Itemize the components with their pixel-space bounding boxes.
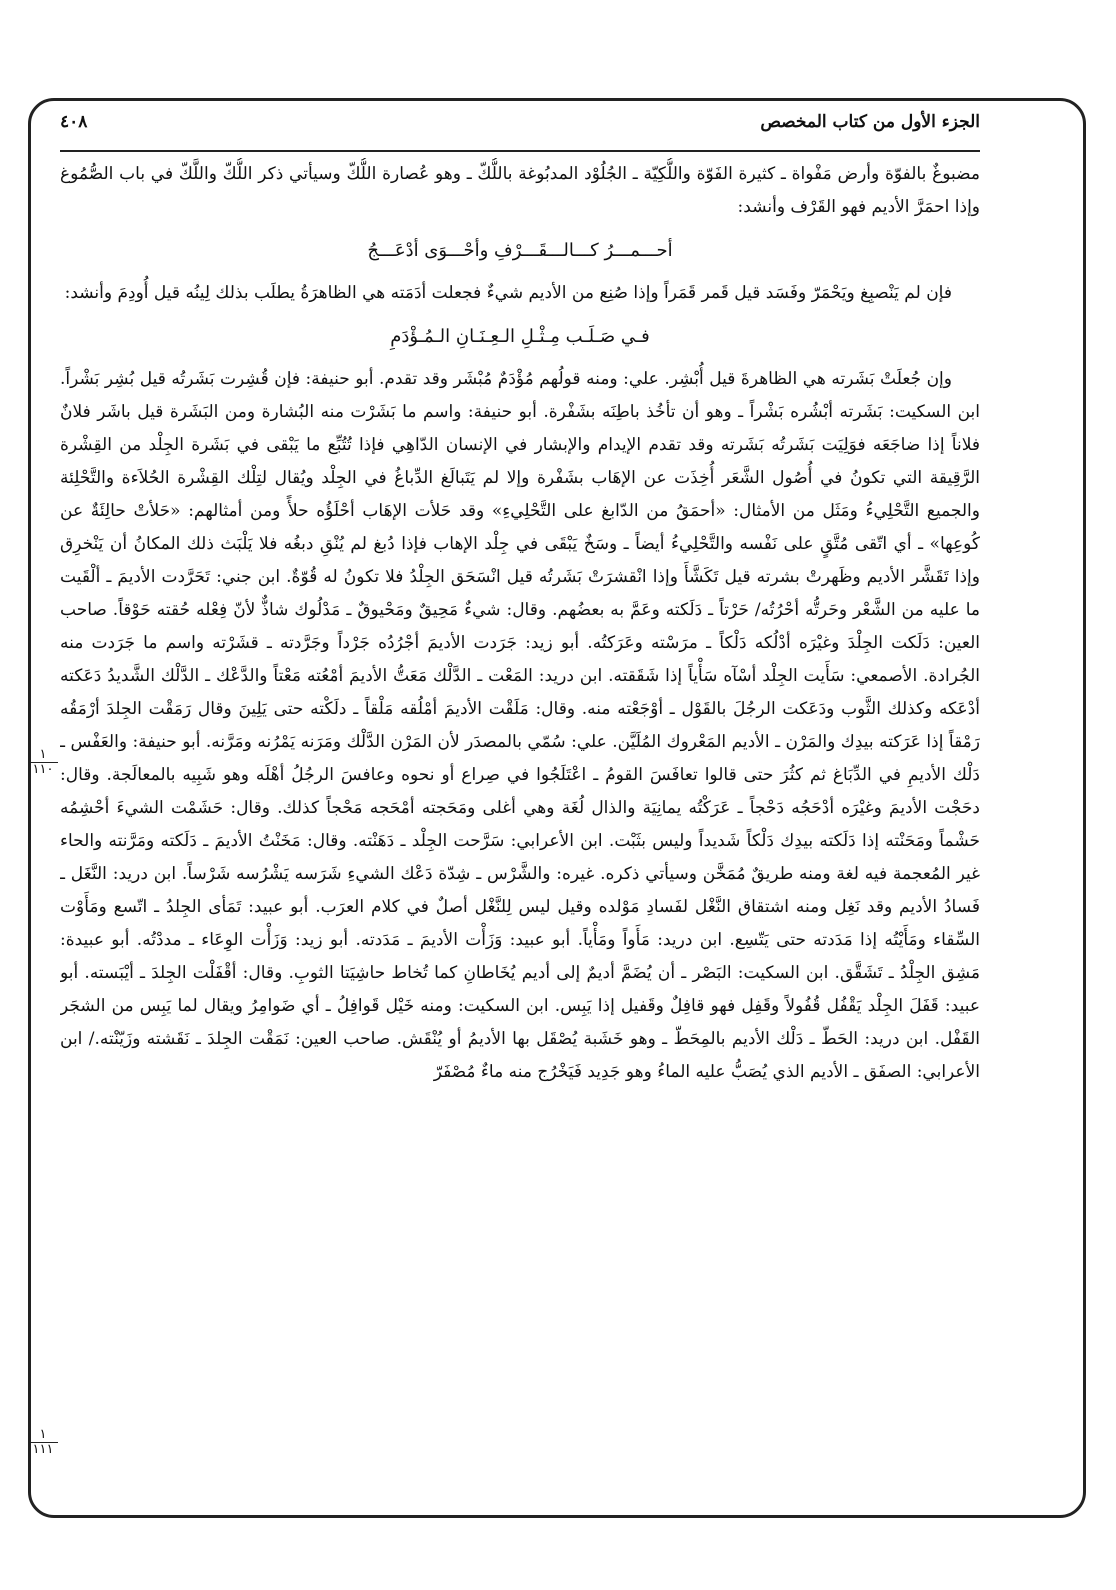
- header-rule: [60, 150, 980, 152]
- page-number: ٤٠٨: [60, 112, 88, 132]
- margin-folio-note: [28, 748, 58, 777]
- paragraph: مضبوغٌ بالفوّة وأرض مَفْواة ـ كثيرة الفَوّة واللُّكِيّة ـ الجُلُوْد المدبُوغة باللُّكّ ـ وهو عُصارة اللُّكّ وسيأتي ذكر اللُّكّ واللَّكّ في باب الصُّمُوغ وإذا احمَرَّ الأديم فهو القَرْف وأنشد:: [60, 164, 980, 217]
- page-header: [60, 112, 980, 142]
- margin-folio-note: [28, 1428, 58, 1457]
- margin-note-volume: ١: [28, 1428, 58, 1443]
- margin-note-folio: ١١١: [32, 1442, 54, 1457]
- book-title: الجزء الأول من كتاب المخصص: [760, 112, 980, 132]
- page-body: [60, 158, 980, 1478]
- paragraph: فإن لم يَنْصبِغ ويَحْمَرّ وفَسَد قيل قَمر قَمَراً وإذا صُنِع من الأديم شيءٌ فجعلت أدَمَته هي الظاهرَةُ يطلَب بذلك لِينُه قيل أُودِمَ وأنشد:: [64, 283, 952, 303]
- margin-note-folio: ١١٠: [32, 762, 54, 777]
- paragraph: وإن جُعلَتْ بَشَرته هي الظاهرةَ قيل أُبْشِر. علي: ومنه قولُهم مُؤْدَمٌ مُبْشَر وقد تقدم. أبو حنيفة: فإن قُشِرت بَشَرتُه قيل بُشِر بَشْراً. ابن السكيت: بَشَرته أبْشُره بَشْراً ـ وهو أن تأخُذ باطِنَه بشَفْرة. أبو حنيفة: واسم ما بَشَرْت منه البُشارة ومن البَشَرة قيل باشَر فلانٌ فلاناً إذا ضاجَعَه فوَلِيَت بَشَرتُه بَشَرته وقد تقدم الإيدام والإبشار في الإنسان الدّاهِي فإذا تُتُبِّع ما يَبْقى في بَشَرة الجِلْد من القِشْرة الرَّقِيقة التي تكونُ في أُصُول الشَّعَر أُخِذَت عن الإهَاب بشَفْرة وإلا لم يَتَبالَغ الدِّباغُ في الجِلْد ويُقال لتِلْك القِشْرة الحُلاَءة والتَّحْلِئة والجميع التَّحْلِيءُ ومَثَل من الأمثال: «أحمَقُ من الدّابغ على التَّحْلِيءِ» وقد حَلأت الإهَاب أحْلَؤُه حلأً ومن أمثالهم: «حَلأتْ حالِئَةٌ عن كُوعِها» ـ أي اتّقى مُتَّقٍ على نَفْسه والتَّحْلِيءُ أيضاً ـ وسَخٌ يَبْقَى في جِلْد الإهاب فإذا دُبغ لم يُنْقِ دبغُه فلا يَلْبَث ذلك المكانُ أن يَنْخرِق وإذا تَقَشَّر الأديم وظَهرتْ بشرته قيل تَكَشَّأَ وإذا انْقشرَتْ بَشَرتُه قيل انْسَحَق الجِلْدُ فلا تكونُ له قُوّةٌ. ابن جني: تَحَرَّدت الأديمَ ـ ألْقَيت ما عليه من الشَّعْر وحَرتُّه أحْرُتُه/ حَرْتاً ـ دَلَكته وعَمَّ به بعضُهم. وقال: شيءٌ مَحِيقٌ ومَحْيوقٌ ـ مَدْلُوك شاذٌّ لأنّ فِعْله حُقته حَوْقاً. صاحب العين: دَلَكت الجِلْدَ وغيْرَه أدْلُكه دَلْكاً ـ مرَسْته وعَرَكتُه. أبو زيد: جَرَدت الأديمَ أجْرُدُه جَرْداً وجَرَّدته ـ قشَرْته واسم ما جَرَدت منه الجُرادة. الأصمعي: سَأَيت الجِلْد أسْآه سَأْياً إذا شَقَقته. ابن دريد: المَعْت ـ الدَّلْك مَعَتُّ الأديمَ أمْعُته مَعْتاً والدَّعْك ـ الدَّلْك الشَّديدُ دَعَكته أدْعَكه وكذلك الثَّوب ودَعَكت الرجُلَ بالقَوْل ـ أوْجَعْته منه. وقال: مَلَقْت الأديمَ أمْلُقه مَلْقاً ـ دلَكْته حتى يَلِينَ وقال رَمَقْت الجِلدَ أرْمَقُه رَمْقاً إذا عَرَكته بيدِك والمَرْن ـ الأديم المَعْروك المُلَيَّن. علي: سُمّي بالمصدَر لأن المَرْن الدَّلْك ومَرَنه يَمْرُنه ومَرَّنه. أبو حنيفة: والعَفْس ـ دَلْك الأديمِ في الدِّبَاغ ثم كثُرَ حتى قالوا تعافَسَ القومُ ـ اعْتَلَجُوا في صِراع أو نحوه وعافسَ الرجُلُ أهْلَه وهو شَبِيه بالمعالَجة. وقال: دحَجْت الأديمَ وغيْرَه أدْحَجُه دَحْجاً ـ عَرَكْتُه يمانِيَة والذال لُغَة وهي أغلى ومَحَجته أمْحَجه مَحْجاً كذلك. وقال: حَشَمْت الشيءَ أحْشِمُه حَشْماً ومَحَنْته إذا دَلَكته بيدِك دَلْكاً شَديداً وليس بثَبْت. ابن الأعرابي: سَرَّحت الجِلْد ـ دَهَنْته. وقال: مَخَنْتُ الأديمَ ـ دَلَكته ومَرَّنته والحاء غير المُعجمة فيه لغة ومنه طريقٌ مُمَخَّن وسيأتي ذكره. غيره: والشَّرْس ـ شِدّة دَعْك الشيءِ شَرَسه يَشْرُسه شَرْساً. ابن دريد: النَّغَل ـ فَسادُ الأديم وقد نَغِل ومنه اشتقاق النَّغْل لفَسادِ مَوْلده وقيل ليس لِلنَّغْل أصلٌ في كلام العرَب. أبو عبيد: تَمَأى الجِلدُ ـ اتّسع ومَأَوْت السِّقاء ومَأَيْتُه إذا مَدَدته حتى يَتّسِع. ابن دريد: مَأَواً ومَأْياً. أبو عبيد: وَزَأْت الأديمَ ـ مَدَدته. أبو زيد: وَزَأْت الوِعَاء ـ مددْتُه. أبو عبيدة: مَشِق الجِلْدُ ـ تَشَقَّق. ابن السكيت: البَصْر ـ أن يُضَمَّ أديمٌ إلى أديم يُخَاطانِ كما تُخاط حاشِيَتا الثوبِ. وقال: أقْفَلْت الجِلدَ ـ أيْبَسته. أبو عبيد: قَفَلَ الجِلْد يَقْفُل قُفُولاً وقَفِل فهو قافِلٌ وقَفيل إذا يَبِس. ابن السكيت: ومنه خَيْل قَوافِلُ ـ أي ضَوامِرُ ويقال لما يَبِس من الشجَر القَفْل. ابن دريد: الحَطّ ـ دَلْك الأديم بالمِحَطّ ـ وهو خَشَبة يُصْقَل بها الأديمُ أو يُنْقَش. صاحب العين: نَمَقْت الجِلدَ ـ نَقَشته وزَيّنْته./ ابن الأعرابي: الصفَق ـ الأديم الذي يُصَبُّ عليه الماءُ وهو جَدِيد فَيَخْرُج منه ماءٌ مُصْفَرّ: [60, 369, 980, 1082]
- verse-line: أحـــمـــرُ كـــالـــقَـــرْفِ وأحْـــوَى أدْعَـــجُ: [367, 240, 673, 261]
- verse-line: فـي صَـلَـب مِـثْـلِ الـعِـنَـانِ الـمُـؤْدَمِ: [390, 326, 650, 347]
- margin-note-volume: ١: [28, 748, 58, 763]
